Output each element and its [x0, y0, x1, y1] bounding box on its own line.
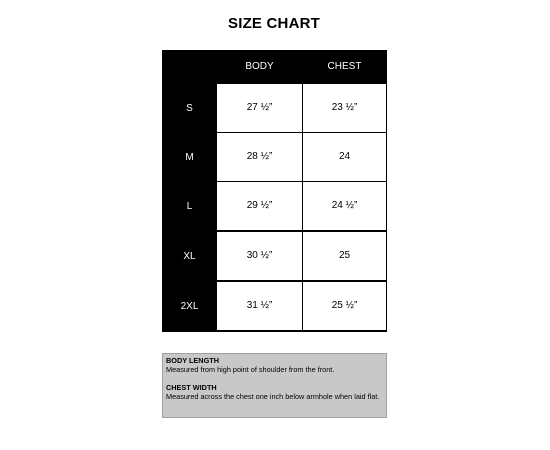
size-label: XL — [183, 251, 196, 262]
chest-value: 25 ½” — [302, 282, 387, 331]
size-label: 2XL — [180, 301, 199, 312]
column-header-body: BODY — [245, 61, 274, 72]
table-header-row — [162, 50, 387, 84]
measurement-notes — [162, 353, 387, 418]
chest-value: 24 ½” — [302, 182, 387, 231]
table-row — [162, 133, 387, 182]
body-length-title: BODY LENGTH — [166, 356, 219, 365]
table-row — [162, 232, 387, 281]
size-label: S — [186, 103, 193, 114]
size-label: M — [185, 152, 194, 163]
body-value: 29 ½” — [217, 182, 303, 231]
body-value: 31 ½” — [217, 282, 303, 331]
chest-value: 25 — [302, 232, 387, 281]
note-spacer — [166, 374, 383, 383]
chest-width-title: CHEST WIDTH — [166, 383, 217, 392]
body-length-text: Measured from high point of shoulder from the front. — [166, 365, 335, 374]
size-chart-table — [162, 50, 387, 332]
body-value: 27 ½” — [217, 84, 303, 133]
body-value: 28 ½” — [217, 133, 303, 182]
table-row — [162, 282, 387, 331]
body-value: 30 ½” — [217, 232, 303, 281]
chest-width-text: Measured across the chest one inch below armhole when laid flat. — [166, 392, 380, 401]
chest-value: 23 ½” — [302, 84, 387, 133]
table-row — [162, 84, 387, 133]
page-title: SIZE CHART — [228, 15, 320, 32]
column-header-chest: CHEST — [327, 61, 362, 72]
size-label: L — [186, 201, 193, 212]
chest-value: 24 — [302, 133, 387, 182]
table-row — [162, 182, 387, 231]
